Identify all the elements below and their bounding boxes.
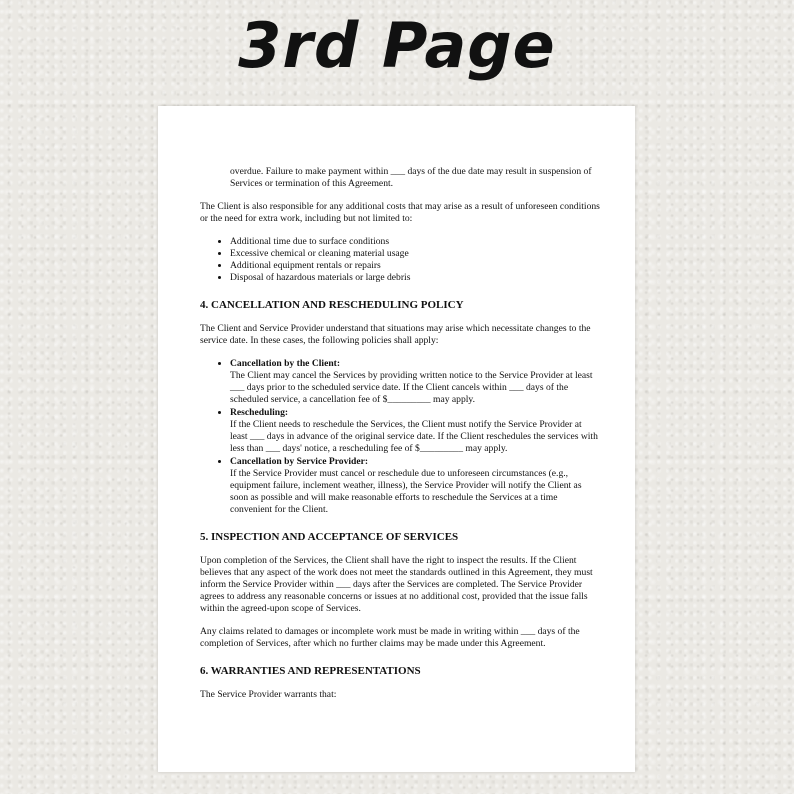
policy-title: • Rescheduling:	[230, 407, 289, 418]
additional-costs-intro: The Client is also responsible for any additional costs that may arise as a result of unforeseen conditions or the need for extra work, including but not limited to:	[200, 201, 600, 224]
document-content	[200, 166, 600, 712]
document-page	[158, 106, 635, 772]
section-heading-cancellation: 4. CANCELLATION AND RESCHEDULING POLICY	[200, 299, 464, 311]
policy-item	[230, 358, 600, 406]
policy-title: • Cancellation by Service Provider:	[230, 456, 369, 467]
list-item: • Excessive chemical or cleaning material usage	[230, 248, 600, 260]
section-heading-warranties: 6. WARRANTIES AND REPRESENTATIONS	[200, 665, 421, 677]
warranties-paragraph: The Service Provider warrants that:	[200, 689, 337, 700]
policy-title: • Cancellation by the Client:	[230, 358, 341, 369]
policy-list	[200, 358, 600, 516]
policy-item	[230, 456, 600, 516]
list-item: • Disposal of hazardous materials or large debris	[230, 272, 600, 284]
policy-text: If the Service Provider must cancel or reschedule due to unforeseen circumstances (e.g., equipment failure, inclement weather, illness), the Service Provider will notify the Client as soon as possible and will make reasonable efforts to reschedule the Services at a time convenient for the Client.	[230, 468, 582, 515]
additional-costs-list	[200, 236, 600, 284]
inspection-paragraph: Upon completion of the Services, the Client shall have the right to inspect the results. If the Client believes that any aspect of the work does not meet the standards outlined in this Agreement, they must inform the Service Provider within ___ days after the Services are completed. The Service Provider agrees to address any reasonable concerns or issues at no additional cost, provided that the issue falls within the agreed-upon scope of Services.	[200, 555, 593, 614]
list-item: • Additional time due to surface conditions	[230, 236, 600, 248]
page-heading: 3rd Page	[238, 9, 556, 82]
list-item: • Additional equipment rentals or repairs	[230, 260, 600, 272]
continuation-paragraph: overdue. Failure to make payment within ___ days of the due date may result in suspension of Services or termination of this Agreement.	[230, 166, 592, 189]
claims-paragraph: Any claims related to damages or incomplete work must be made in writing within ___ days of the completion of Services, after which no further claims may be made under this Agreement.	[200, 626, 580, 649]
policy-item	[230, 407, 600, 455]
cancellation-intro: The Client and Service Provider understand that situations may arise which necessitate changes to the service date. In these cases, the following policies shall apply:	[200, 323, 591, 346]
section-heading-inspection: 5. INSPECTION AND ACCEPTANCE OF SERVICES	[200, 531, 459, 543]
policy-text: If the Client needs to reschedule the Services, the Client must notify the Service Provider at least ___ days in advance of the original service date. If the Client reschedules the services with less than ___ days' notice, a rescheduling fee of $_________ may apply.	[230, 419, 598, 454]
policy-text: The Client may cancel the Services by providing written notice to the Service Provider at least ___ days prior to the scheduled service date. If the Client cancels within ___ days of the scheduled service, a cancellation fee of $_________ may apply.	[230, 370, 593, 405]
